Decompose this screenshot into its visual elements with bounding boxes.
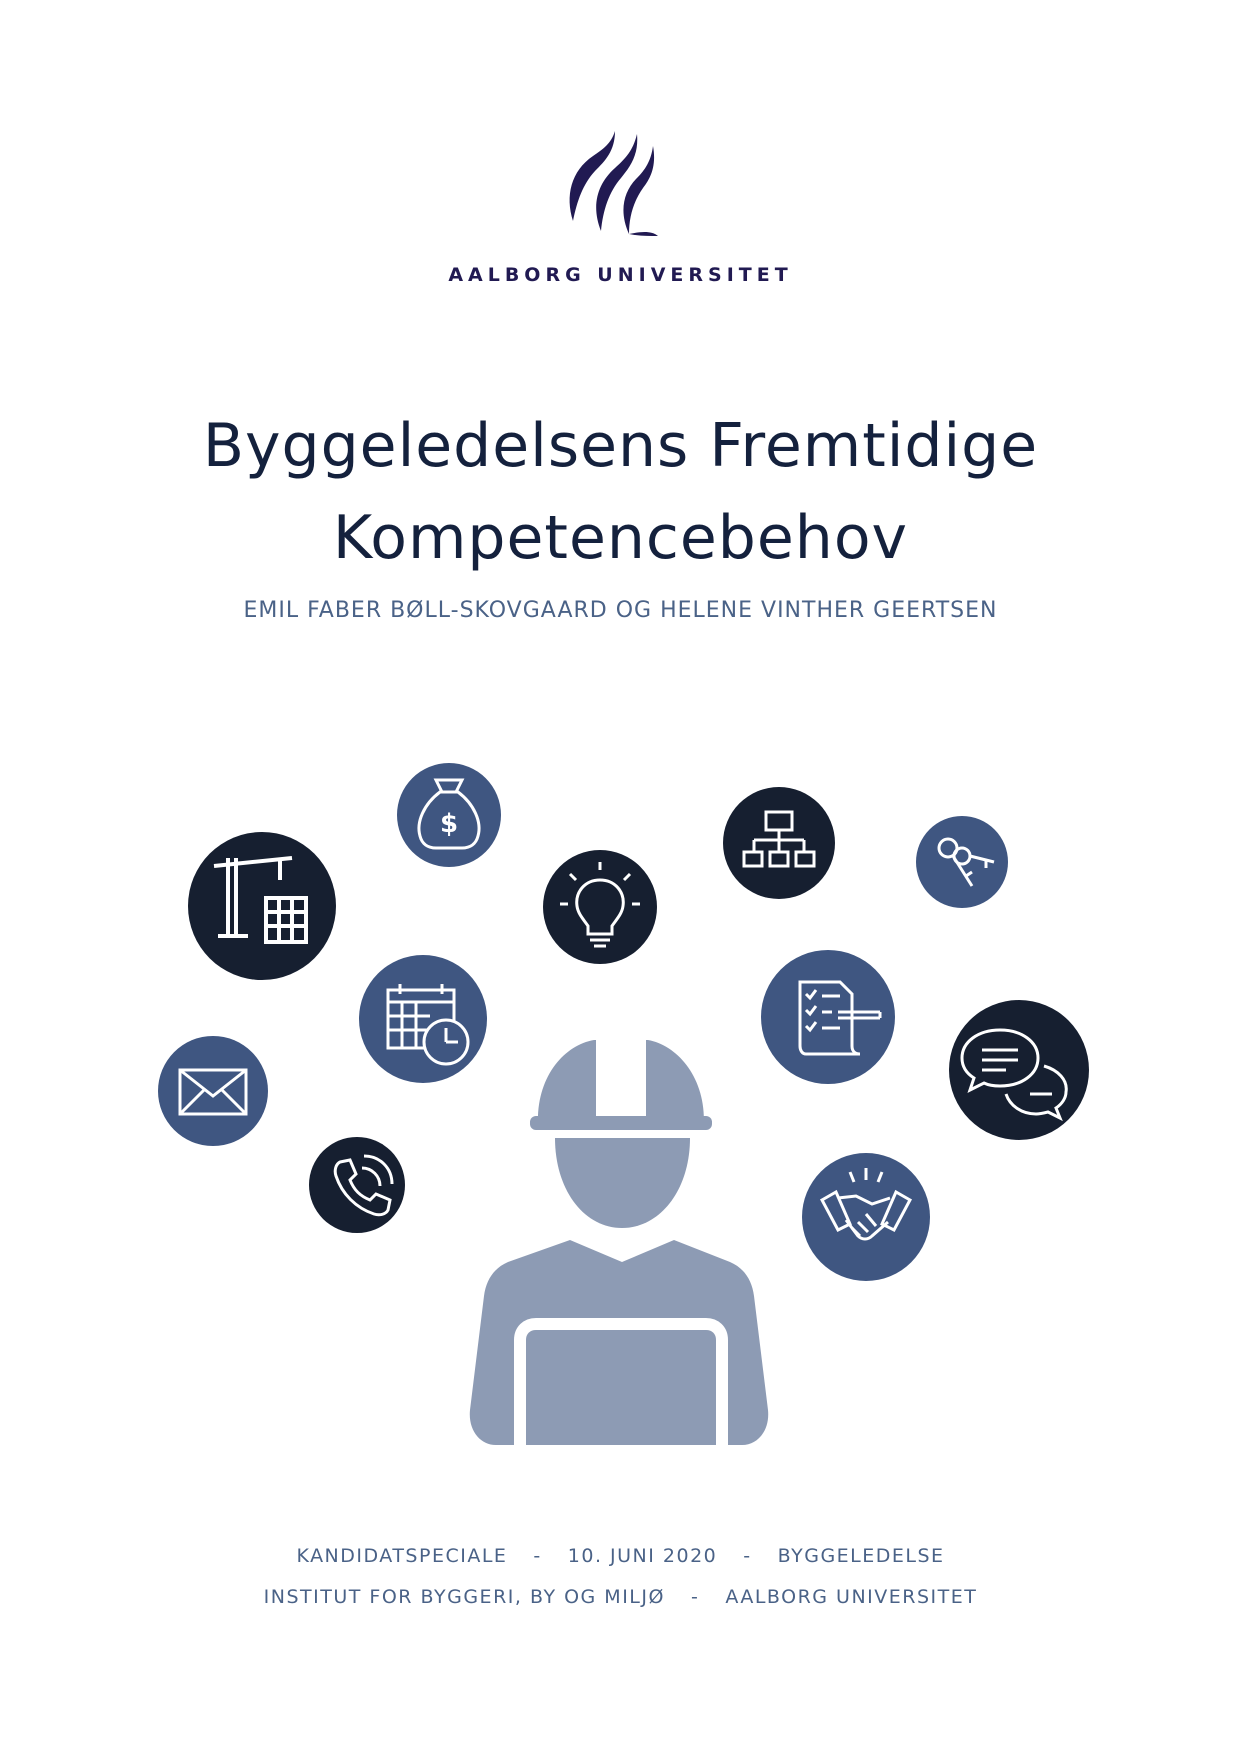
chat-bubbles-icon (949, 1000, 1089, 1140)
footer-university: AALBORG UNIVERSITET (725, 1586, 978, 1608)
authors: EMIL FABER BØLL-SKOVGAARD OG HELENE VINTHER GEERTSEN (243, 598, 998, 623)
envelope-icon (158, 1036, 268, 1146)
university-name: AALBORG UNIVERSITET (448, 264, 793, 286)
footer-separator: - (743, 1545, 752, 1567)
calendar-clock-icon (359, 955, 487, 1083)
footer-separator: - (690, 1586, 700, 1608)
handshake-icon (802, 1153, 930, 1281)
aau-logo (563, 126, 663, 236)
title-line-2: Kompetencebehov (332, 503, 909, 573)
thesis-type: KANDIDATSPECIALE (296, 1545, 508, 1567)
thesis-field: BYGGELEDELSE (777, 1545, 945, 1567)
org-chart-icon (723, 787, 835, 899)
cover-illustration (0, 740, 1241, 1460)
thesis-date: 10. JUNI 2020 (567, 1545, 718, 1567)
footer-line-1 (0, 1545, 1241, 1567)
institute-name: INSTITUT FOR BYGGERI, BY OG MILJØ (263, 1586, 665, 1608)
title-line-1: Byggeledelsens Fremtidige (202, 411, 1039, 481)
footer-line-2 (0, 1586, 1241, 1608)
page-title (0, 400, 1241, 584)
svg-text:$: $ (439, 809, 459, 839)
lightbulb-icon (543, 850, 657, 964)
phone-icon (309, 1137, 405, 1233)
checklist-icon (761, 950, 895, 1084)
crane-building-icon (188, 832, 336, 980)
keys-icon (916, 816, 1008, 908)
money-bag-icon (397, 763, 501, 867)
footer-separator: - (533, 1545, 542, 1567)
